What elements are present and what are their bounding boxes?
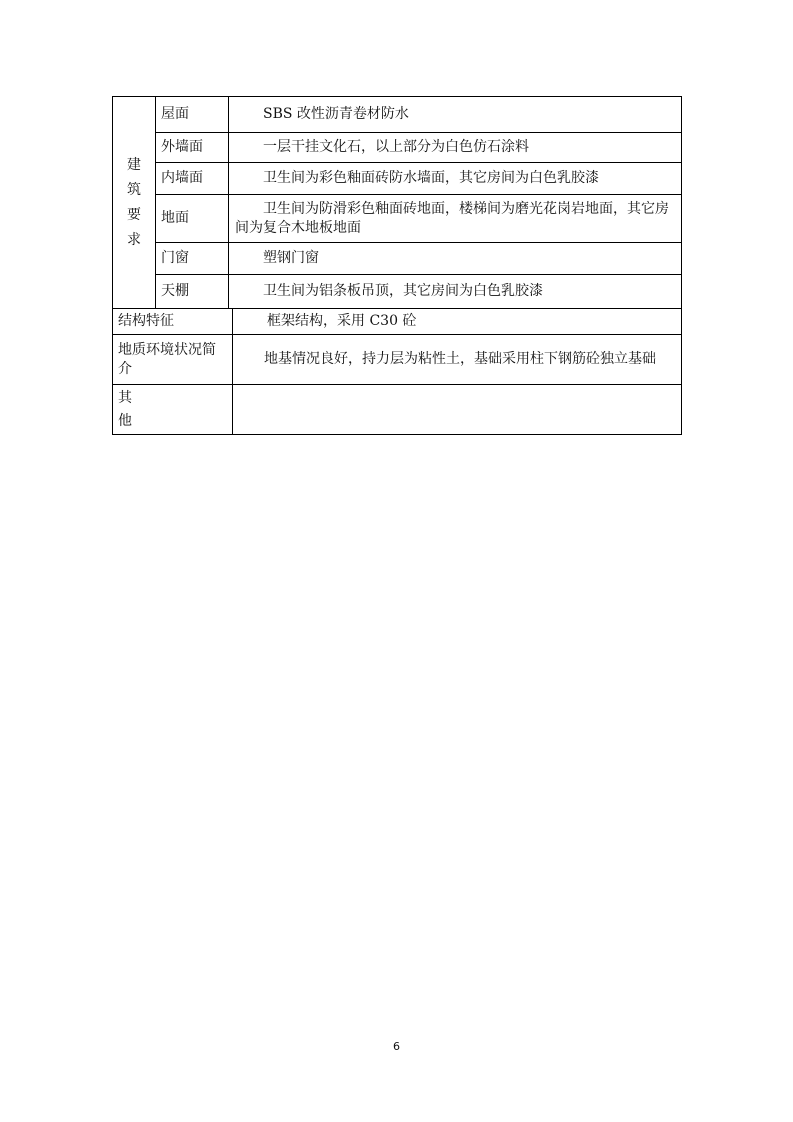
page-number: 6 xyxy=(393,1040,400,1053)
geology-label: 地质环境状况简介 xyxy=(113,335,233,385)
table-row xyxy=(113,275,682,309)
other-label: 其 他 xyxy=(113,385,233,435)
row-label-doors-windows: 门窗 xyxy=(156,243,229,275)
table-row xyxy=(113,309,682,335)
row-label-floor: 地面 xyxy=(156,195,229,243)
row-value-roof: SBS 改性沥青卷材防水 xyxy=(229,97,682,133)
row-value-exterior-wall: 一层干挂文化石，以上部分为白色仿石涂料 xyxy=(229,133,682,163)
row-value-ceiling: 卫生间为铝条板吊顶，其它房间为白色乳胶漆 xyxy=(229,275,682,309)
table-row xyxy=(113,163,682,195)
structure-value: 框架结构，采用 C30 砼 xyxy=(233,309,682,335)
table-row xyxy=(113,195,682,243)
row-label-roof: 屋面 xyxy=(156,97,229,133)
row-label-exterior-wall: 外墙面 xyxy=(156,133,229,163)
building-spec-table xyxy=(112,96,682,435)
row-value-doors-windows: 塑钢门窗 xyxy=(229,243,682,275)
other-value xyxy=(233,385,682,435)
table-row xyxy=(113,385,682,435)
geology-value: 地基情况良好，持力层为粘性土，基础采用柱下钢筋砼独立基础 xyxy=(233,335,682,385)
row-label-ceiling: 天棚 xyxy=(156,275,229,309)
table-row xyxy=(113,97,682,133)
structure-label: 结构特征 xyxy=(113,309,233,335)
table-row xyxy=(113,243,682,275)
row-value-floor: 卫生间为防滑彩色釉面砖地面，楼梯间为磨光花岗岩地面，其它房间为复合木地板地面 xyxy=(229,195,682,243)
building-requirements-label: 建 筑 要 求 xyxy=(113,97,156,309)
row-value-interior-wall: 卫生间为彩色釉面砖防水墙面，其它房间为白色乳胶漆 xyxy=(229,163,682,195)
table-row xyxy=(113,133,682,163)
row-label-interior-wall: 内墙面 xyxy=(156,163,229,195)
spec-table-wrapper xyxy=(112,96,681,435)
table-row xyxy=(113,335,682,385)
